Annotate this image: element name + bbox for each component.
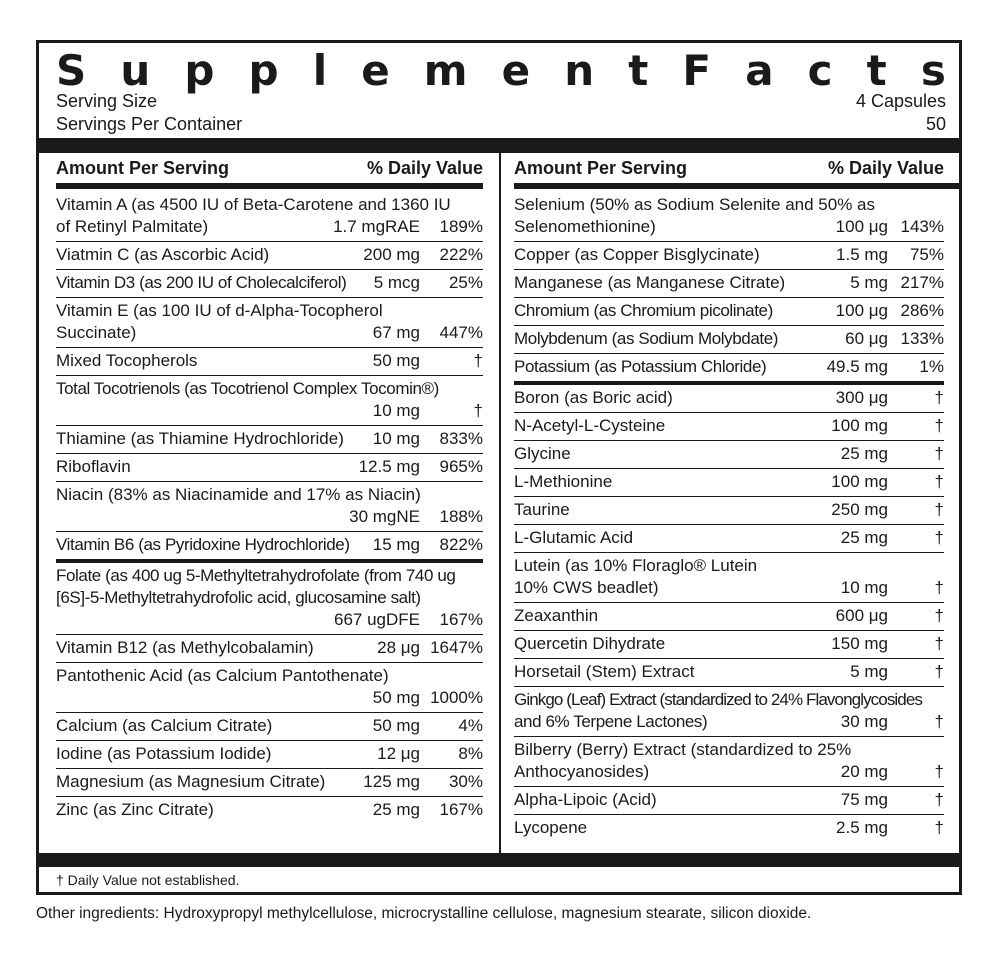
nutrient-name: Chromium (as Chromium picolinate) (514, 301, 773, 320)
nutrient-dv: † (473, 351, 483, 370)
nutrient-amount: 25 mg (840, 444, 888, 463)
nutrient-dv: † (934, 578, 944, 597)
nutrient-amount: 15 mg (372, 535, 420, 554)
servings-per-container-label: Servings Per Container (56, 114, 243, 134)
nutrient-name: Selenomethionine) (514, 217, 656, 236)
nutrient-name: Glycine (514, 444, 571, 463)
column-header (514, 153, 944, 183)
bottom-thick-divider (39, 853, 959, 867)
nutrient-name: Lycopene (514, 818, 588, 837)
header-rule (514, 183, 961, 189)
daily-value-header: % Daily Value (366, 158, 483, 178)
nutrient-row-ginkgo (514, 687, 944, 737)
nutrient-row-vitamin-e (56, 298, 483, 348)
supplement-facts-panel (36, 40, 962, 895)
title-letter: p (184, 46, 215, 95)
title-letter: t (866, 46, 887, 95)
nutrient-amount: 100 mg (831, 472, 888, 491)
thick-divider (39, 138, 959, 153)
nutrient-dv: † (934, 500, 944, 519)
nutrient-row-zeaxanthin (514, 603, 944, 631)
nutrient-name: Vitamin E (as 100 IU of d-Alpha-Tocopherol (56, 301, 383, 320)
nutrient-name: Succinate) (56, 323, 137, 342)
nutrient-row-alpha-lipoic (514, 787, 944, 815)
nutrient-name: Ginkgo (Leaf) Extract (standardized to 24% Flavonglycosides (514, 690, 923, 709)
nutrient-dv: 286% (900, 301, 944, 320)
nutrient-dv: 30% (448, 772, 483, 791)
column-divider (499, 153, 501, 853)
servings-per-container-value: 50 (925, 114, 946, 134)
nutrient-amount: 100 μg (835, 301, 888, 320)
nutrient-dv: 217% (900, 273, 944, 292)
nutrient-row-vitamin-d3 (56, 270, 483, 298)
nutrient-row-niacin (56, 482, 483, 532)
nutrient-amount: 50 mg (372, 688, 420, 707)
nutrient-row-copper (514, 242, 944, 270)
nutrient-amount: 75 mg (840, 790, 888, 809)
nutrient-name: Horsetail (Stem) Extract (514, 662, 695, 681)
nutrient-name: Zeaxanthin (514, 606, 599, 625)
nutrient-amount: 49.5 mg (826, 357, 888, 376)
nutrient-amount: 5 mg (850, 662, 888, 681)
title-letter: s (920, 46, 946, 95)
nutrient-dv: † (934, 790, 944, 809)
nutrient-dv: 833% (439, 429, 483, 448)
nutrient-name: Folate (as 400 ug 5-Methyltetrahydrofolate (from 740 ug (56, 566, 456, 585)
nutrient-row-lycopene (514, 815, 944, 842)
nutrient-row-bilberry (514, 737, 944, 787)
nutrient-row-lutein (514, 553, 944, 603)
title-letter: e (361, 46, 390, 95)
nutrient-name: Vitamin D3 (as 200 IU of Cholecalciferol) (56, 273, 347, 292)
nutrient-name: Iodine (as Potassium Iodide) (56, 744, 272, 763)
nutrient-row-boron (514, 385, 944, 413)
nutrient-amount: 1.5 mg (836, 245, 888, 264)
nutrient-amount: 60 μg (845, 329, 888, 348)
title-letter: u (120, 46, 151, 95)
nutrient-row-chromium (514, 298, 944, 326)
nutrient-dv: 965% (439, 457, 483, 476)
serving-size-label: Serving Size (56, 91, 158, 111)
header-rule (56, 183, 483, 189)
nutrient-name: 10% CWS beadlet) (514, 578, 659, 597)
nutrient-row-l-methionine (514, 469, 944, 497)
nutrient-row-pantothenic-acid (56, 663, 483, 713)
footnote: † Daily Value not established. (56, 872, 240, 888)
nutrient-row-glycine (514, 441, 944, 469)
nutrient-name: Vitamin B12 (as Methylcobalamin) (56, 638, 314, 657)
nutrient-dv: † (934, 444, 944, 463)
nutrient-row-potassium (514, 354, 944, 385)
nutrient-row-calcium (56, 713, 483, 741)
title-letter: p (248, 46, 279, 95)
nutrient-row-iodine (56, 741, 483, 769)
title-letter: c (807, 46, 833, 95)
nutrient-amount: 200 mg (363, 245, 420, 264)
nutrient-name: Molybdenum (as Sodium Molybdate) (514, 329, 779, 348)
nutrient-amount: 667 ugDFE (334, 610, 420, 629)
nutrient-amount: 25 mg (840, 528, 888, 547)
nutrient-amount: 150 mg (831, 634, 888, 653)
nutrient-amount: 28 μg (377, 638, 420, 657)
nutrient-name: Thiamine (as Thiamine Hydrochloride) (56, 429, 344, 448)
nutrient-row-riboflavin (56, 454, 483, 482)
nutrient-amount: 125 mg (363, 772, 420, 791)
nutrient-row-quercetin (514, 631, 944, 659)
title-letter: l (312, 46, 328, 95)
nutrient-amount: 10 mg (840, 578, 888, 597)
nutrient-amount: 10 mg (372, 429, 420, 448)
title-letter: m (423, 46, 468, 95)
nutrient-dv: 8% (458, 744, 483, 763)
nutrient-name: Boron (as Boric acid) (514, 388, 673, 407)
nutrient-amount: 10 mg (372, 401, 420, 420)
amount-per-serving-header: Amount Per Serving (514, 158, 688, 178)
nutrient-name: L-Methionine (514, 472, 613, 491)
nutrient-row-tocotrienols (56, 376, 483, 426)
nutrient-amount: 30 mgNE (349, 507, 420, 526)
nutrient-row-vitamin-b6 (56, 532, 483, 563)
nutrient-name: Copper (as Copper Bisglycinate) (514, 245, 760, 264)
nutrient-name: Zinc (as Zinc Citrate) (56, 800, 214, 819)
nutrient-name: Manganese (as Manganese Citrate) (514, 273, 786, 292)
nutrient-dv: 189% (439, 217, 483, 236)
nutrient-name: Vitamin B6 (as Pyridoxine Hydrochloride) (56, 535, 350, 554)
nutrient-dv: 133% (900, 329, 944, 348)
nutrient-row-vitamin-b12 (56, 635, 483, 663)
nutrient-row-folate (56, 563, 483, 635)
nutrient-row-thiamine (56, 426, 483, 454)
nutrient-name: L-Glutamic Acid (514, 528, 634, 547)
nutrient-dv: † (934, 472, 944, 491)
nutrient-amount: 12.5 mg (358, 457, 420, 476)
nutrient-amount: 5 mcg (373, 273, 420, 292)
title-letter: e (501, 46, 531, 95)
nutrient-name: N-Acetyl-L-Cysteine (514, 416, 666, 435)
nutrient-dv: † (934, 388, 944, 407)
nutrient-amount: 100 μg (835, 217, 888, 236)
nutrient-name: Pantothenic Acid (as Calcium Pantothenate) (56, 666, 389, 685)
column-header (56, 153, 483, 183)
nutrient-name: Selenium (50% as Sodium Selenite and 50% as (514, 195, 875, 214)
panel-title (56, 47, 946, 95)
nutrient-dv: 822% (439, 535, 483, 554)
nutrient-amount: 250 mg (831, 500, 888, 519)
nutrient-amount: 2.5 mg (836, 818, 888, 837)
nutrient-dv: 1647% (430, 638, 483, 657)
title-letter: t (628, 46, 649, 95)
nutrient-name: Vitamin A (as 4500 IU of Beta-Carotene and 1360 IU (56, 195, 451, 214)
title-letter: F (682, 46, 712, 95)
nutrient-amount: 50 mg (372, 716, 420, 735)
title-letter: n (564, 46, 595, 95)
nutrient-name: Alpha-Lipoic (Acid) (514, 790, 657, 809)
nutrient-amount: 12 μg (377, 744, 420, 763)
nutrient-name: Calcium (as Calcium Citrate) (56, 716, 273, 735)
nutrient-name: Potassium (as Potassium Chloride) (514, 357, 767, 376)
nutrient-dv: 167% (439, 610, 483, 629)
nutrient-amount: 600 μg (835, 606, 888, 625)
right-column (514, 153, 944, 853)
nutrient-amount: 300 μg (835, 388, 888, 407)
nutrient-dv: † (934, 762, 944, 781)
nutrient-row-horsetail (514, 659, 944, 687)
nutrient-row-molybdenum (514, 326, 944, 354)
nutrient-name: Niacin (83% as Niacinamide and 17% as Niacin) (56, 485, 421, 504)
nutrient-dv: 75% (909, 245, 944, 264)
nutrient-name: of Retinyl Palmitate) (56, 217, 209, 236)
serving-size-value: 4 Capsules (855, 91, 946, 111)
nutrient-dv: † (934, 634, 944, 653)
nutrient-amount: 1.7 mgRAE (333, 217, 420, 236)
nutrient-row-n-acetyl-l-cysteine (514, 413, 944, 441)
nutrient-dv: 188% (439, 507, 483, 526)
nutrient-dv: † (934, 662, 944, 681)
nutrient-row-taurine (514, 497, 944, 525)
nutrient-dv: 25% (448, 273, 483, 292)
nutrient-row-zinc (56, 797, 483, 824)
nutrient-dv: 167% (439, 800, 483, 819)
nutrient-name: Lutein (as 10% Floraglo® Lutein (514, 556, 758, 575)
nutrient-amount: 67 mg (372, 323, 420, 342)
nutrient-dv: † (934, 606, 944, 625)
nutrient-row-l-glutamic-acid (514, 525, 944, 553)
nutrient-row-mixed-tocopherols (56, 348, 483, 376)
nutrient-dv: 447% (439, 323, 483, 342)
nutrient-name: and 6% Terpene Lactones) (514, 712, 708, 731)
nutrient-dv: 4% (458, 716, 483, 735)
nutrient-name: Riboflavin (56, 457, 131, 476)
left-column (56, 153, 483, 853)
nutrient-name: Viatmin C (as Ascorbic Acid) (56, 245, 270, 264)
nutrient-dv: 143% (900, 217, 944, 236)
nutrient-name: [6S]-5-Methyltetrahydrofolic acid, glucosamine salt) (56, 588, 421, 607)
nutrient-dv: 1% (919, 357, 944, 376)
nutrient-dv: 1000% (430, 688, 483, 707)
nutrient-name: Mixed Tocopherols (56, 351, 198, 370)
nutrient-name: Quercetin Dihydrate (514, 634, 666, 653)
title-letter: a (745, 46, 774, 95)
nutrient-amount: 5 mg (850, 273, 888, 292)
nutrient-row-vitamin-a (56, 192, 483, 242)
serving-info (56, 90, 946, 136)
nutrient-name: Taurine (514, 500, 570, 519)
nutrient-amount: 100 mg (831, 416, 888, 435)
nutrient-name: Total Tocotrienols (as Tocotrienol Complex Tocomin®) (56, 379, 439, 398)
nutrient-dv: † (934, 818, 944, 837)
nutrient-row-vitamin-c (56, 242, 483, 270)
nutrient-row-manganese (514, 270, 944, 298)
nutrient-dv: † (473, 401, 483, 420)
nutrient-dv: † (934, 528, 944, 547)
nutrient-name: Anthocyanosides) (514, 762, 650, 781)
nutrient-name: Bilberry (Berry) Extract (standardized to 25% (514, 740, 852, 759)
nutrient-row-selenium (514, 192, 944, 242)
nutrient-name: Magnesium (as Magnesium Citrate) (56, 772, 326, 791)
amount-per-serving-header: Amount Per Serving (56, 158, 230, 178)
title-letter: S (56, 46, 87, 95)
nutrient-row-magnesium (56, 769, 483, 797)
nutrient-dv: 222% (439, 245, 483, 264)
other-ingredients: Other ingredients: Hydroxypropyl methylcellulose, microcrystalline cellulose, magnesium stearate, silicon dioxide. (36, 905, 812, 922)
nutrient-dv: † (934, 416, 944, 435)
nutrient-amount: 25 mg (372, 800, 420, 819)
nutrient-amount: 50 mg (372, 351, 420, 370)
daily-value-header: % Daily Value (827, 158, 944, 178)
nutrient-amount: 20 mg (840, 762, 888, 781)
nutrient-dv: † (934, 712, 944, 731)
nutrient-amount: 30 mg (840, 712, 888, 731)
